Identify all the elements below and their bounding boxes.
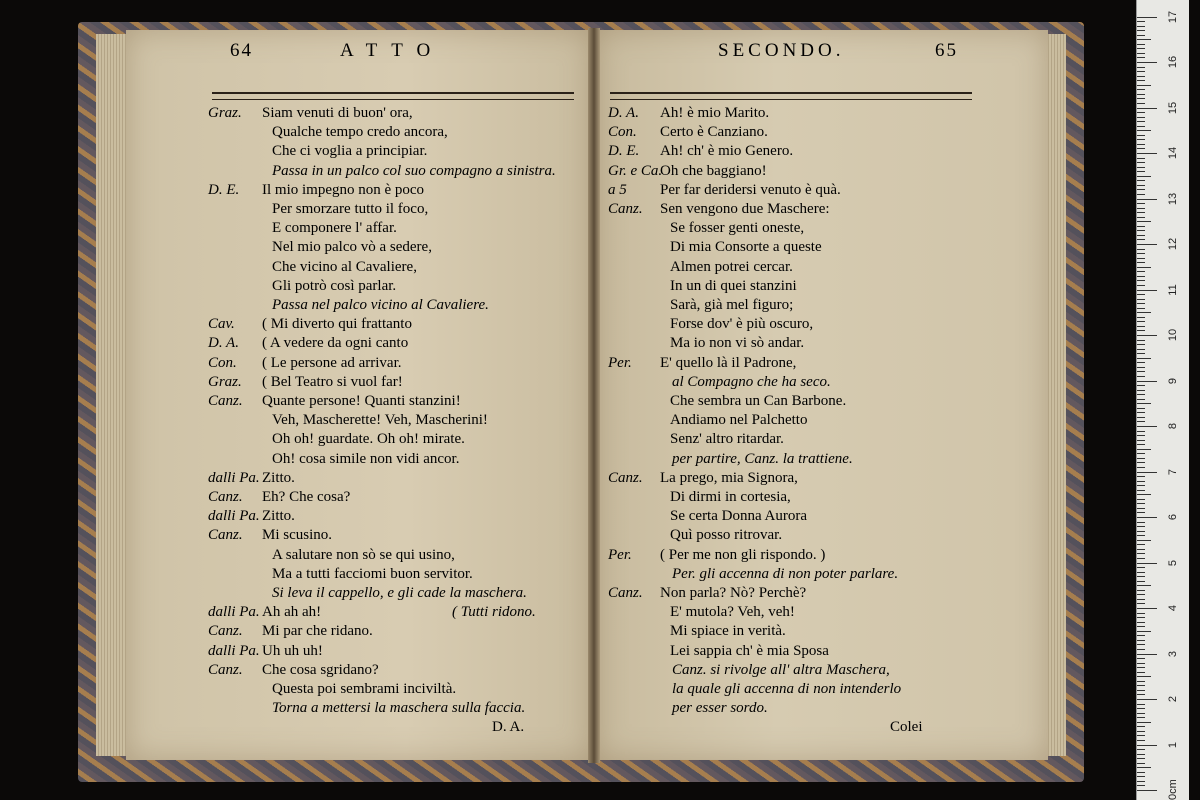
ruler-tick [1137,121,1145,122]
verse-line: Gli potrò così parlar. [272,277,397,294]
ruler-tick [1137,594,1145,595]
ruler-tick [1137,731,1145,732]
ruler-tick [1137,381,1157,382]
ruler-tick [1137,299,1145,300]
verse-line: Che ci voglia a principiar. [272,143,428,160]
ruler-label: 7 [1167,468,1179,475]
catchword: D. A. [492,719,525,736]
ruler-tick [1137,421,1145,422]
ruler-tick [1137,417,1145,418]
verse-line: Quante persone! Quanti stanzini! [262,393,461,409]
verse-line: Senz' altro ritardar. [670,431,784,448]
ruler-label: 3 [1167,650,1179,657]
verse-line: Veh, Mascherette! Veh, Mascherini! [272,412,488,429]
ruler-label: 10 [1167,328,1179,342]
ruler-tick [1137,585,1151,586]
ruler-tick [1137,444,1145,445]
ruler-tick [1137,194,1145,195]
verse-line: Che sembra un Can Barbone. [670,393,847,409]
ruler-tick [1137,394,1145,395]
verse-line: Non parla? Nò? Perchè? [660,585,807,601]
stage-direction: per esser sordo. [672,700,768,717]
verse-line: Mi scusino. [262,527,333,544]
verse-line: Ah! ch' è mio Genero. [660,143,794,160]
ruler-tick [1137,644,1145,645]
verse-line: ( Bel Teatro si vuol far! [262,373,403,390]
speaker-label: Cav. [208,316,235,333]
left-header-rule [212,92,574,100]
verse-line: Zitto. [262,469,295,486]
verse-line: ( Mi diverto qui frattanto [262,316,412,333]
speaker-label: Canz. [208,489,243,505]
ruler-tick [1137,62,1157,63]
ruler-tick [1137,44,1145,45]
ruler-tick [1137,481,1145,482]
speaker-label: dalli Pa. [208,642,260,659]
verse-line: Di dirmi in cortesia, [670,489,791,505]
ruler-tick [1137,431,1145,432]
ruler-tick [1137,699,1157,700]
verse-line: Oh! cosa simile non vidi ancor. [272,450,460,467]
ruler-tick [1137,749,1145,750]
ruler-tick [1137,330,1145,331]
ruler-tick [1137,735,1145,736]
ruler-tick [1137,376,1145,377]
verse-line: Nel mio palco vò a sedere, [272,239,432,256]
ruler-tick [1137,162,1145,163]
ruler-tick [1137,212,1145,213]
ruler-tick [1137,649,1145,650]
verse-line: Che cosa sgridano? [262,661,379,678]
ruler-tick [1137,576,1145,577]
ruler-tick [1137,426,1157,427]
ruler-tick [1137,672,1145,673]
ruler-tick [1137,467,1145,468]
ruler-tick [1137,362,1145,363]
ruler-tick [1137,790,1157,791]
ruler-tick [1137,267,1151,268]
ruler-tick [1137,667,1145,668]
ruler-tick [1137,208,1145,209]
ruler-tick [1137,290,1157,291]
stage-direction: Passa nel palco vicino al Cavaliere. [272,297,489,313]
ruler-tick [1137,572,1145,573]
ruler-tick [1137,353,1145,354]
ruler-tick [1137,276,1145,277]
verse-line: Per smorzare tutto il foco, [272,201,429,217]
speaker-label: D. A. [608,105,639,121]
verse-line: Qualche tempo credo ancora, [272,124,448,141]
ruler-tick [1137,139,1145,140]
ruler-tick [1137,517,1157,518]
ruler-tick [1137,663,1145,664]
verse-line: Certo è Canziano. [660,124,768,141]
speaker-label: Per. [608,354,632,371]
ruler-tick [1137,722,1151,723]
ruler-tick [1137,458,1145,459]
ruler-tick [1137,449,1151,450]
ruler-label: 14 [1167,146,1179,160]
verse-line: E' mutola? Veh, veh! [670,604,795,621]
verse-line: Mi par che ridano. [262,623,373,640]
ruler-tick [1137,462,1145,463]
ruler-tick [1137,563,1157,564]
verse-line: Questa poi sembrami inciviltà. [272,681,457,697]
ruler-tick [1137,512,1145,513]
ruler-label: 16 [1167,55,1179,69]
ruler-tick [1137,685,1145,686]
ruler-tick [1137,271,1145,272]
ruler-tick [1137,522,1145,523]
ruler-tick [1137,472,1157,473]
verse-line: E componere l' affar. [272,220,397,237]
verse-line: Di mia Consorte a queste [670,239,822,256]
ruler-tick [1137,89,1145,90]
ruler-tick [1137,199,1157,200]
ruler-tick [1137,112,1145,113]
ruler-label: 2 [1167,695,1179,703]
stage-aside: ( Tutti ridono. [452,604,536,621]
speaker-label: dalli Pa. [208,469,260,486]
left-page-number: 64 [230,40,253,61]
verse-line: Mi spiace in verità. [670,623,786,640]
ruler-tick [1137,226,1145,227]
ruler-tick [1137,435,1145,436]
ruler-label: 13 [1167,192,1179,205]
ruler-tick [1137,130,1151,131]
ruler-tick [1137,308,1145,309]
ruler-tick [1137,344,1145,345]
ruler-tick [1137,635,1145,636]
ruler-tick [1137,403,1151,404]
ruler-tick [1137,740,1145,741]
speaker-label: Canz. [208,527,243,544]
ruler-tick [1137,135,1145,136]
ruler-tick [1137,767,1151,768]
verse-line: ( A vedere da ogni canto [262,335,409,352]
ruler-tick [1137,690,1145,691]
ruler-label: 9 [1167,377,1179,384]
ruler-tick [1137,581,1145,582]
ruler-tick [1137,180,1145,181]
ruler-tick [1137,103,1145,104]
page-edges-right [1046,34,1066,756]
ruler-tick [1137,412,1145,413]
stage-direction: Per. gli accenna di non poter parlare. [672,565,899,582]
ruler-label: 0cm [1167,779,1179,800]
ruler-tick [1137,617,1145,618]
verse-line: Per far deridersi venuto è quà. [660,181,841,198]
measuring-ruler [1136,0,1189,800]
speaker-label: Canz. [608,469,643,486]
verse-line: In un di quei stanzini [670,277,797,294]
speaker-label: Per. [608,546,632,563]
ruler-label: 15 [1167,101,1179,114]
ruler-tick [1137,553,1145,554]
verse-line: Ah! è mio Marito. [660,105,770,121]
ruler-tick [1137,108,1157,109]
speaker-label: a 5 [608,181,627,198]
ruler-tick [1137,85,1151,86]
verse-line: Almen potrei cercar. [670,258,793,275]
ruler-tick [1137,258,1145,259]
ruler-tick [1137,622,1145,623]
verse-line: Sarà, già mel figuro; [670,297,794,313]
left-running-header: ATTO [340,40,445,61]
ruler-tick [1137,317,1145,318]
ruler-label: 6 [1167,513,1179,521]
ruler-tick [1137,371,1145,372]
ruler-tick [1137,321,1145,322]
ruler-tick [1137,758,1145,759]
ruler-tick [1137,704,1145,705]
verse-line: Ah ah ah! [262,604,322,621]
ruler-tick [1137,244,1157,245]
ruler-tick [1137,71,1145,72]
ruler-tick [1137,508,1145,509]
ruler-tick [1137,235,1145,236]
ruler-tick [1137,203,1145,204]
speaker-label: Con. [608,124,637,141]
ruler-tick [1137,390,1145,391]
verse-line: Quì posso ritrovar. [670,527,783,544]
page-edges-left [96,34,128,756]
stage-direction: al Compagno che ha seco. [672,373,831,390]
right-running-header: SECONDO. [718,40,845,61]
ruler-tick [1137,294,1145,295]
ruler-tick [1137,158,1145,159]
stage-direction: Passa in un palco col suo compagno a sinistra. [272,162,556,179]
ruler-tick [1137,785,1145,786]
ruler-tick [1137,117,1145,118]
ruler-tick [1137,148,1145,149]
ruler-tick [1137,399,1145,400]
right-header-rule [610,92,972,100]
ruler-tick [1137,189,1145,190]
verse-line: Il mio impegno non è poco [262,181,425,198]
ruler-tick [1137,340,1145,341]
ruler-tick [1137,531,1145,532]
ruler-tick [1137,658,1145,659]
ruler-tick [1137,171,1145,172]
ruler-tick [1137,567,1145,568]
ruler-tick [1137,39,1151,40]
ruler-tick [1137,385,1145,386]
verse-line: Siam venuti di buon' ora, [262,105,413,121]
ruler-tick [1137,167,1145,168]
ruler-tick [1137,253,1145,254]
speaker-label: Graz. [208,373,242,390]
stage-direction: Si leva il cappello, e gli cade la maschera. [272,585,527,601]
ruler-tick [1137,626,1145,627]
ruler-label: 5 [1167,559,1179,566]
speaker-label: Canz. [608,201,643,217]
ruler-tick [1137,754,1145,755]
ruler-tick [1137,249,1145,250]
ruler-tick [1137,540,1151,541]
ruler-tick [1137,781,1145,782]
ruler-tick [1137,185,1145,186]
ruler-tick [1137,640,1145,641]
stage-direction: Canz. si rivolge all' altra Maschera, [672,661,890,678]
ruler-tick [1137,48,1145,49]
ruler-tick [1137,280,1145,281]
ruler-tick [1137,335,1157,336]
ruler-tick [1137,535,1145,536]
ruler-tick [1137,53,1145,54]
ruler-tick [1137,631,1151,632]
ruler-label: 8 [1167,422,1179,430]
verse-line: Oh che baggiano! [660,162,767,179]
speaker-label: dalli Pa. [208,508,260,525]
catchword: Colei [890,719,923,736]
ruler-tick [1137,176,1151,177]
ruler-tick [1137,35,1145,36]
verse-line: E' quello là il Padrone, [660,354,797,371]
ruler-tick [1137,490,1145,491]
ruler-tick [1137,221,1151,222]
ruler-tick [1137,549,1145,550]
verse-line: Ma a tutti facciomi buon servitor. [272,565,473,582]
verse-line: ( Le persone ad arrivar. [262,354,402,371]
ruler-tick [1137,239,1145,240]
stage-direction: per partire, Canz. la trattiene. [672,450,853,467]
ruler-tick [1137,230,1145,231]
ruler-tick [1137,312,1151,313]
stage-direction: Torna a mettersi la maschera sulla faccia. [272,700,526,717]
ruler-tick [1137,608,1157,609]
verse-line: Andiamo nel Palchetto [670,412,808,429]
ruler-tick [1137,80,1145,81]
ruler-tick [1137,57,1145,58]
speaker-label: Canz. [208,393,243,409]
ruler-tick [1137,30,1145,31]
ruler-tick [1137,772,1145,773]
speaker-label: dalli Pa. [208,604,260,621]
verse-line: ( Per me non gli rispondo. ) [660,546,826,563]
verse-line: Uh uh uh! [262,642,323,659]
ruler-label: 12 [1167,237,1179,251]
ruler-tick [1137,126,1145,127]
ruler-tick [1137,262,1145,263]
ruler-label: 4 [1167,604,1179,612]
verse-line: Se fosser genti oneste, [670,220,805,237]
ruler-tick [1137,21,1145,22]
ruler-tick [1137,367,1145,368]
ruler-tick [1137,440,1145,441]
verse-line: Eh? Che cosa? [262,489,351,505]
ruler-tick [1137,144,1145,145]
ruler-label: 11 [1167,283,1179,296]
speaker-label: Canz. [208,623,243,640]
right-page-number: 65 [935,40,958,61]
ruler-tick [1137,499,1145,500]
ruler-tick [1137,676,1151,677]
ruler-tick [1137,98,1145,99]
ruler-tick [1137,713,1145,714]
verse-line: Se certa Donna Aurora [670,508,808,525]
ruler-label: 17 [1167,10,1179,23]
ruler-tick [1137,485,1145,486]
speaker-label: D. E. [608,143,640,160]
speaker-label: Con. [208,354,237,371]
ruler-tick [1137,67,1145,68]
ruler-tick [1137,603,1145,604]
verse-line: A salutare non sò se qui usino, [272,546,455,563]
ruler-tick [1137,503,1145,504]
speaker-label: D. E. [208,181,240,198]
ruler-tick [1137,599,1145,600]
ruler-tick [1137,544,1145,545]
ruler-tick [1137,285,1145,286]
speaker-label: Gr. e Ca. [608,162,663,179]
ruler-tick [1137,763,1145,764]
ruler-tick [1137,217,1145,218]
ruler-tick [1137,17,1157,18]
verse-line: Lei sappia ch' è mia Sposa [670,642,829,659]
ruler-tick [1137,76,1145,77]
ruler-tick [1137,708,1145,709]
book-gutter [588,28,600,763]
ruler-tick [1137,745,1157,746]
ruler-tick [1137,694,1145,695]
ruler-tick [1137,526,1145,527]
stage-direction: la quale gli accenna di non intenderlo [672,681,902,697]
ruler-tick [1137,153,1157,154]
ruler-tick [1137,654,1157,655]
ruler-tick [1137,558,1145,559]
ruler-tick [1137,453,1145,454]
verse-line: Sen vengono due Maschere: [660,201,830,217]
verse-line: Oh oh! guardate. Oh oh! mirate. [272,431,465,448]
ruler-tick [1137,494,1151,495]
ruler-tick [1137,476,1145,477]
speaker-label: Graz. [208,105,242,121]
ruler-tick [1137,408,1145,409]
ruler-tick [1137,358,1151,359]
ruler-tick [1137,776,1145,777]
ruler-tick [1137,590,1145,591]
speaker-label: D. A. [208,335,239,352]
verse-line: Forse dov' è più oscuro, [670,316,814,333]
ruler-tick [1137,681,1145,682]
ruler-tick [1137,726,1145,727]
speaker-label: Canz. [208,661,243,678]
ruler-tick [1137,613,1145,614]
ruler-tick [1137,326,1145,327]
speaker-label: Canz. [608,585,643,601]
ruler-tick [1137,26,1145,27]
verse-line: La prego, mia Signora, [660,469,798,486]
ruler-label: 1 [1167,741,1179,748]
ruler-tick [1137,717,1145,718]
ruler-tick [1137,303,1145,304]
verse-line: Che vicino al Cavaliere, [272,258,417,275]
ruler-tick [1137,94,1145,95]
verse-line: Zitto. [262,508,295,525]
ruler-tick [1137,349,1145,350]
verse-line: Ma io non vi sò andar. [670,335,805,352]
